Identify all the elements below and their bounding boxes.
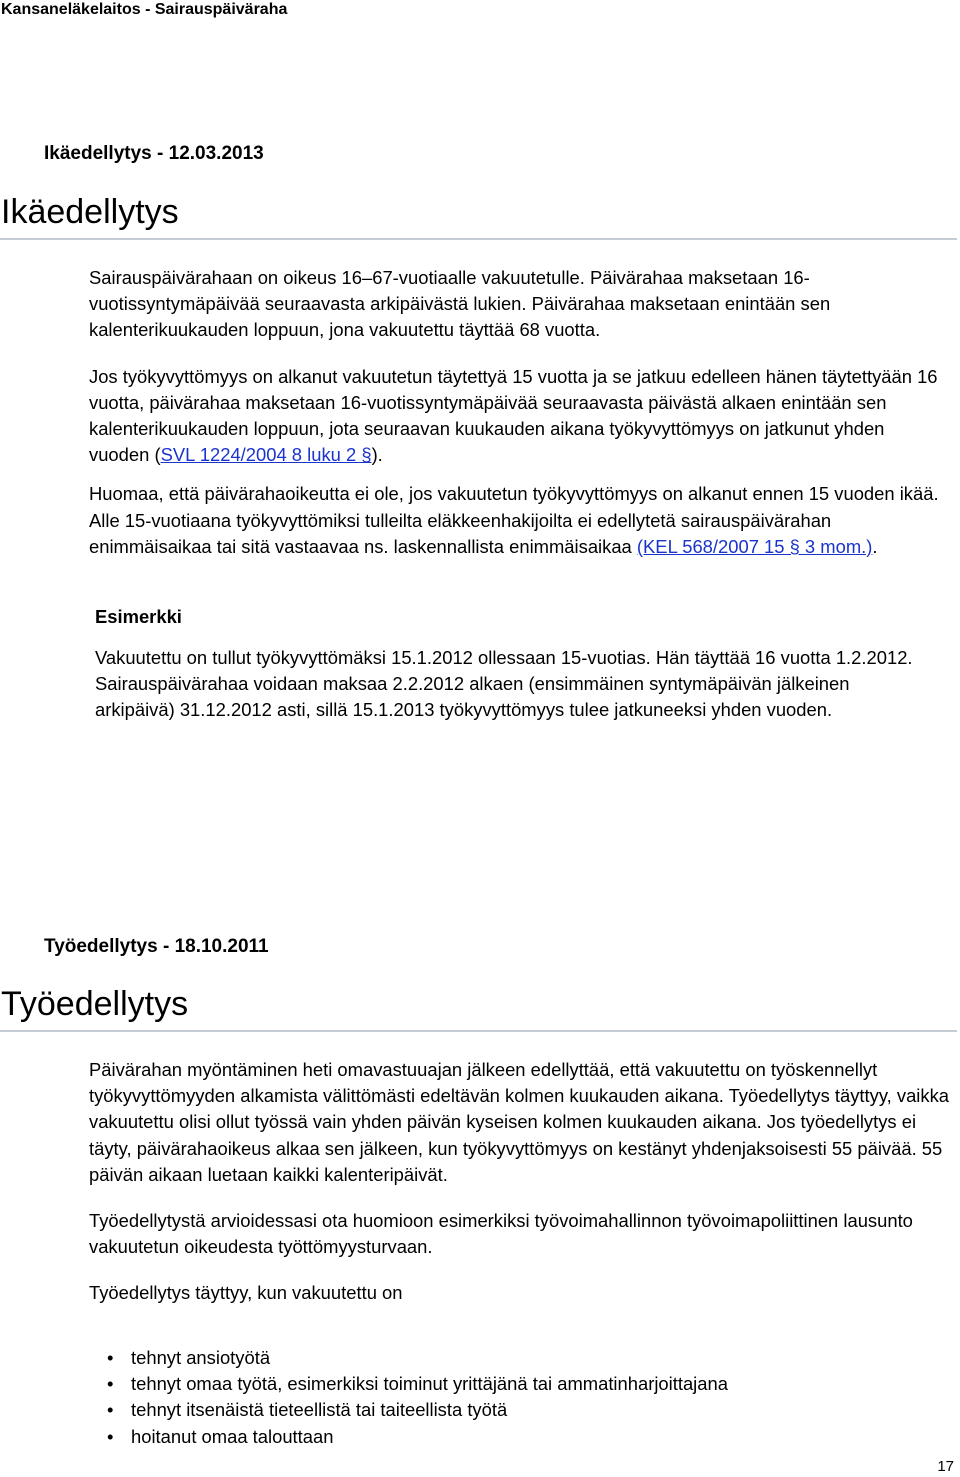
- bullet-icon: •: [107, 1347, 114, 1368]
- paragraph-text: Huomaa, että päivärahaoikeutta ei ole, jos vakuutetun työkyvyttömyys on alkanut ennen 15 vuoden ikää. Alle 15-vuotiaana työkyvyttömiksi tulleilta eläkkeenhakijoilta ei edellytetä sairauspäivärahan enimmäisaikaa tai sitä vastaavaa ns. laskennallista enimmäisaikaa: [89, 483, 939, 557]
- list-item: [107, 1424, 728, 1450]
- title-divider: [0, 1030, 957, 1032]
- bullet-icon: •: [107, 1373, 114, 1395]
- paragraph-text: Jos työkyvyttömyys on alkanut vakuutetun täytettyä 15 vuotta ja se jatkuu edelleen hänen täytettyään 16 vuotta, päivärahaa maksetaan 16-vuotissyntymäpäivää seuraavasta päivästä alkaen enintään sen kalenterikuukauden loppuun, jota seuraavan kuukauden aikana työkyvyttömyys on jatkunut yhden vuoden (: [89, 365, 938, 466]
- paragraph-end: ).: [371, 444, 383, 466]
- list-item-text: hoitanut omaa talouttaan: [131, 1425, 334, 1447]
- paragraph: Vakuutettu on tullut työkyvyttömäksi 15.1.2012 ollessaan 15-vuotias. Hän täyttää 16 vuotta 1.2.2012. Sairauspäivärahaa voidaan maksaa 2.2.2012 alkaen (ensimmäinen syntymäpäivän jälkeinen arkipäivä) 31.12.2012 asti, sillä 15.1.2013 työkyvyttömyys tulee jatkuneeksi yhden vuoden.: [95, 647, 913, 721]
- paragraph: [89, 364, 939, 469]
- list-item-text: tehnyt omaa työtä, esimerkiksi toiminut yrittäjänä tai ammatinharjoittajana: [131, 1373, 728, 1395]
- bullet-icon: •: [107, 1425, 114, 1447]
- paragraph-end: .: [872, 535, 878, 557]
- example-heading: Esimerkki: [95, 606, 182, 627]
- paragraph: Työedellytystä arvioidessasi ota huomioon esimerkiksi työvoimahallinnon työvoimapoliittinen lausunto vakuutetun oikeudesta työttömyysturvaan.: [89, 1210, 913, 1258]
- law-reference-link[interactable]: (KEL 568/2007 15 § 3 mom.): [636, 535, 873, 557]
- requirement-list: [107, 1345, 728, 1450]
- section-body: [89, 265, 939, 560]
- paragraph: Päivärahan myöntäminen heti omavastuuajan jälkeen edellyttää, että vakuutettu on työskennellyt työkyvyttömyyden alkamista välittömästi edeltävän kolmen kuukauden aikana. Työedellytys täyttyy, vaikka vakuutettu olisi ollut työssä vain yhden päivän kyseisen kolmen kuukauden aikana. Jos työedellytys ei täyty, päivärahaoikeus alkaa sen jälkeen, kun työkyvyttömyys on kestänyt yhdenjaksoisesti 55 päivää. 55 päivän aikaan luetaan kaikki kalenteripäivät.: [89, 1059, 950, 1185]
- running-header: Kansaneläkelaitos - Sairauspäiväraha: [1, 1, 288, 18]
- list-item-text: tehnyt ansiotyötä: [131, 1347, 271, 1368]
- list-item-text: tehnyt itsenäistä tieteellistä tai taiteellista työtä: [131, 1399, 508, 1421]
- paragraph: Sairauspäivärahaan on oikeus 16–67-vuotiaalle vakuutetulle. Päivärahaa maksetaan 16-vuotissyntymäpäivää seuraavasta arkipäivästä lukien. Päivärahaa maksetaan enintään sen kalenterikuukauden loppuun, jona vakuutettu täyttää 68 vuotta.: [89, 267, 831, 341]
- section-title: Työedellytys: [1, 985, 189, 1023]
- list-item: [107, 1345, 728, 1371]
- title-divider: [0, 238, 957, 240]
- example-text: [95, 645, 925, 724]
- section-title: Ikäedellytys: [1, 193, 179, 231]
- list-item: [107, 1397, 728, 1423]
- paragraph: [89, 481, 939, 560]
- bullet-icon: •: [107, 1399, 114, 1421]
- law-reference-link[interactable]: SVL 1224/2004 8 luku 2 §: [160, 444, 372, 466]
- section-date-line: Työedellytys - 18.10.2011: [44, 936, 269, 957]
- section-date-line: Ikäedellytys - 12.03.2013: [44, 143, 264, 164]
- list-item: [107, 1371, 728, 1397]
- paragraph: Työedellytys täyttyy, kun vakuutettu on: [89, 1282, 403, 1304]
- section-body: [89, 1057, 954, 1307]
- page-number: 17: [937, 1458, 954, 1475]
